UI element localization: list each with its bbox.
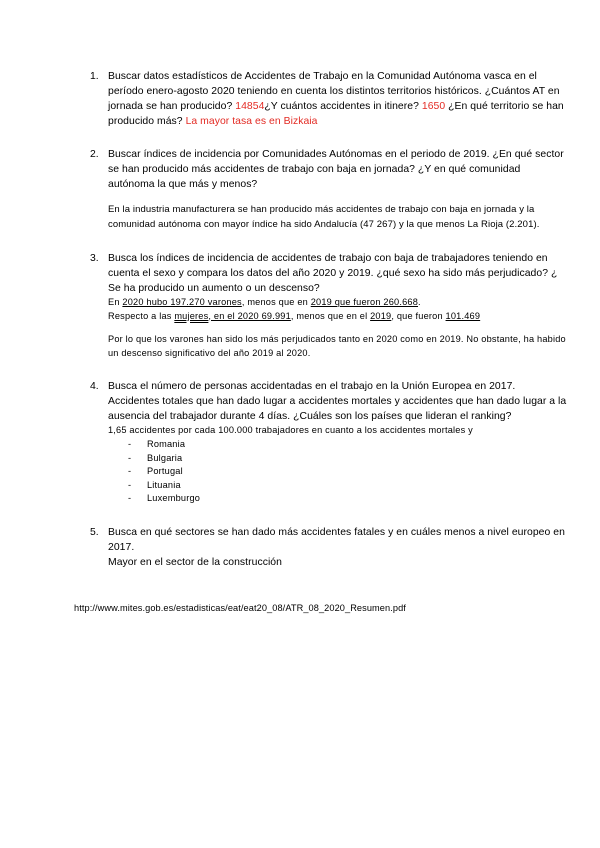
answer-line-mujeres (108, 310, 568, 324)
answer-in-itinere: 1650 (421, 101, 446, 112)
bullet: - (128, 466, 132, 477)
country-name: Portugal (147, 466, 183, 477)
source-url[interactable]: http://www.mites.gob.es/estadisticas/eat/eat20_08/ATR_08_2020_Resumen.pdf (74, 603, 406, 613)
question-number: 5. (90, 526, 99, 538)
varones-2020: 2020 hubo 197.270 varones (122, 297, 242, 307)
list-item (128, 492, 568, 506)
country-name: Lituania (147, 479, 181, 490)
question-2 (68, 147, 568, 232)
text-segment: , menos que en el (290, 310, 371, 321)
list-item (128, 438, 568, 452)
question-1-part-c: ¿En qué territorio se han producido más? (108, 101, 564, 127)
question-1 (68, 69, 568, 129)
question-text: Busca el número de personas accidentadas en el trabajo en la Unión Europea en 2017. Accidentes totales que han dado lugar a accidentes mortales y accidentes que han dado lugar a la ausencia del trabajador durante 4 días. ¿Cuáles son los países que lideran el ranking? (108, 381, 567, 423)
text-segment: En (108, 297, 123, 307)
question-1-part-a: Buscar datos estadísticos de Accidentes de Trabajo en la Comunidad Autónoma vasca en el período enero-agosto 2020 teniendo en cuenta los distintos territorios históricos. ¿Cuántos AT en jornada se han producido? (108, 71, 560, 112)
country-name: Romania (147, 438, 186, 449)
answer-line-varones (108, 296, 568, 310)
country-list (108, 438, 568, 506)
question-1-part-b: ¿Y cuántos accidentes in itinere? (264, 101, 419, 112)
question-number: 3. (90, 253, 99, 264)
spacer (108, 192, 568, 202)
answer-text: 1,65 accidentes por cada 100.000 trabajadores en cuanto a los accidentes mortales y (108, 425, 473, 436)
bullet: - (128, 438, 132, 449)
mujeres-2019: 101.469 (445, 310, 481, 321)
bullet: - (128, 493, 132, 504)
answer-conclusion: Por lo que los varones han sido los más perjudicados tanto en 2020 como en 2019. No obstante, ha habido un descenso significativo del año 2019 al 2020. (108, 334, 566, 358)
question-number: 1. (90, 71, 99, 82)
question-text: Buscar índices de incidencia por Comunidades Autónomas en el periodo de 2019. ¿En qué sector se han producido más accidentes de trabajo con baja en jornada? ¿Y en qué comunidad autónoma la que más y menos? (108, 149, 564, 190)
question-text (108, 69, 568, 129)
bullet: - (128, 479, 132, 490)
country-name: Luxemburgo (147, 493, 201, 504)
list-item (128, 479, 568, 493)
mujeres-label: mujeres (174, 310, 209, 321)
question-number: 4. (90, 381, 99, 393)
list-item (128, 452, 568, 466)
question-text: Busca los índices de incidencia de accidentes de trabajo con baja de trabajadores teniendo en cuenta el sexo y compara los datos del año 2020 y 2019. ¿qué sexo ha sido más perjudicado? ¿ Se ha producido un aumento o un descenso? (108, 253, 558, 294)
question-number: 2. (90, 149, 99, 160)
answer-territorio: La mayor tasa es en Bizkaia (185, 116, 318, 127)
question-text: Busca en qué sectores se han dado más accidentes fatales y en cuáles menos a nivel europeo en 2017. (108, 526, 565, 553)
text-segment: , que fueron (391, 310, 446, 321)
mujeres-2020: , en el 2020 69.991 (208, 310, 291, 321)
mujeres-year-2019: 2019 (370, 310, 392, 321)
answer-text: Mayor en el sector de la construcción (108, 556, 282, 568)
text-segment: Respecto a las (108, 310, 175, 321)
country-name: Bulgaria (147, 452, 183, 463)
varones-2019: 2019 que fueron 260.668 (310, 297, 419, 307)
bullet: - (128, 452, 132, 463)
spacer (108, 323, 568, 333)
text-segment: , menos que en (241, 297, 311, 307)
answer-at-jornada: 14854 (235, 101, 265, 112)
question-5 (68, 525, 568, 570)
answer-text: En la industria manufacturera se han producido más accidentes de trabajo con baja en jornada y la comunidad autónoma con mayor índice ha sido Andalucía (47 267) y la que menos La Rioja (2.201). (108, 204, 540, 230)
text-segment: . (418, 297, 421, 307)
question-4 (68, 379, 568, 506)
question-list (68, 69, 568, 570)
question-3 (68, 251, 568, 360)
list-item (128, 465, 568, 479)
